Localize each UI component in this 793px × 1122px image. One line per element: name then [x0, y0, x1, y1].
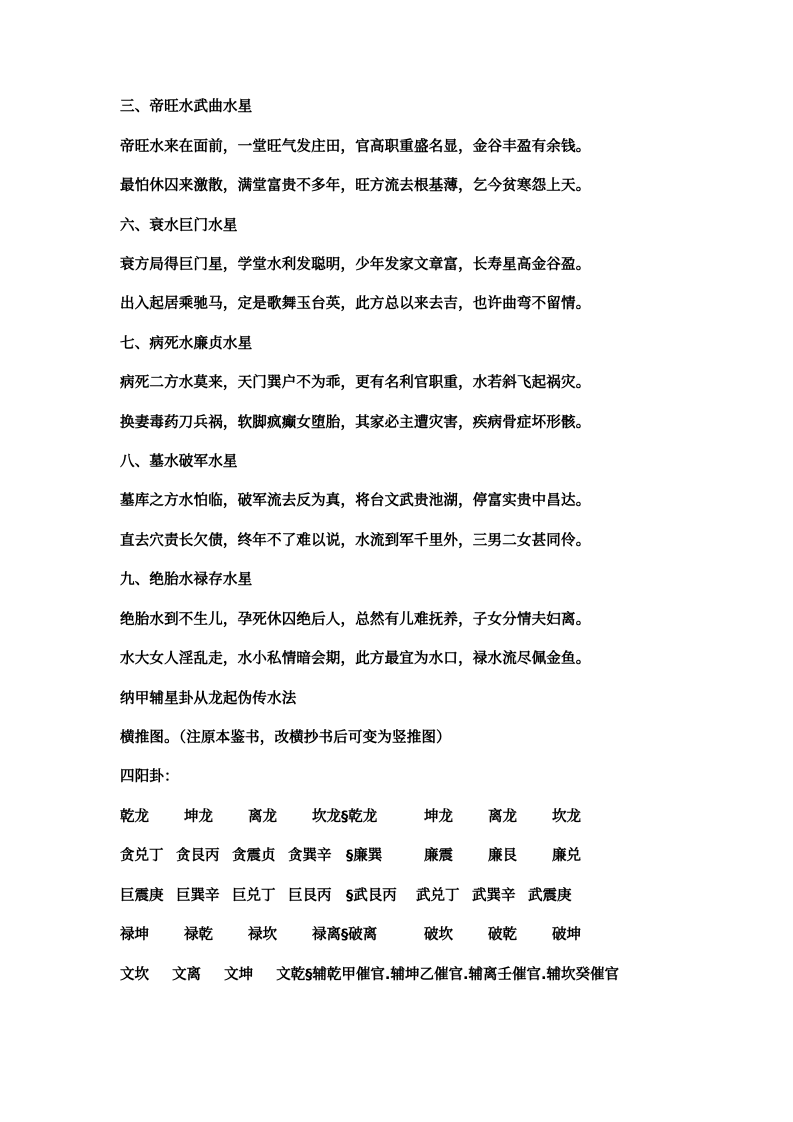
verse-line: 出入起居乘驰马，定是歌舞玉台英，此方总以来去吉，也许曲弯不留情。	[120, 296, 591, 312]
table-cell: 坎龙§乾龙	[312, 809, 378, 825]
table-cell: 廉艮	[488, 848, 517, 864]
table-cell: 禄乾	[184, 927, 213, 943]
heading-6: 六、衰水巨门水星	[120, 218, 238, 234]
table-cell: 贪兑丁	[120, 848, 164, 864]
table-cell: 巨艮丙	[288, 888, 332, 904]
table-cell: 文乾§辅乾甲催官.辅坤乙催官.辅离壬催官.辅坎癸催官	[276, 967, 619, 983]
table-cell: 武震庚	[528, 888, 572, 904]
table-cell: 禄离§破离	[312, 927, 378, 943]
verse-line: 直去穴责长欠债，终年不了难以说，水流到军千里外，三男二女甚同伶。	[120, 533, 591, 549]
verse-line: 病死二方水莫来，天门巽户不为乖，更有名利官职重，水若斜飞起祸灾。	[120, 375, 591, 391]
table-row-last	[120, 965, 680, 985]
verse-line: 最怕休囚来激散，满堂富贵不多年，旺方流去根基薄，乞今贫寒怨上天。	[120, 178, 591, 194]
subheading: 四阳卦：	[120, 769, 179, 785]
table-cell: 廉震	[424, 848, 453, 864]
verse-line: 绝胎水到不生儿，孕死休囚绝后人，总然有儿难抚养，子女分情夫妇离。	[120, 612, 591, 628]
table-cell: 破乾	[488, 927, 517, 943]
verse-line: 帝旺水来在面前，一堂旺气发庄田，官高职重盛名显，金谷丰盈有余钱。	[120, 139, 591, 155]
table-cell: 破坤	[552, 927, 581, 943]
table-cell: 离龙	[248, 809, 277, 825]
table-cell: 禄坤	[120, 927, 149, 943]
table-cell: §廉巽	[346, 848, 383, 864]
table-cell: 文离	[172, 967, 202, 983]
verse-line: 墓库之方水怕临，破军流去反为真，将台文武贵池湖，停富实贵中昌达。	[120, 493, 591, 509]
table-cell: 武巽辛	[472, 888, 516, 904]
heading-3: 三、帝旺水武曲水星	[120, 99, 253, 115]
table-cell: 乾龙	[120, 809, 149, 825]
table-cell: 武兑丁	[416, 888, 460, 904]
table-cell: 文坤	[224, 967, 254, 983]
table-cell: 破坎	[424, 927, 453, 943]
table-cell: 文坎	[120, 967, 149, 983]
table-cell: 巨震庚	[120, 888, 164, 904]
table-cell: §武艮丙	[346, 888, 397, 904]
table-cell: 坤龙	[184, 809, 213, 825]
verse-line: 水大女人淫乱走，水小私情暗会期，此方最宜为水口，禄水流尽佩金鱼。	[120, 651, 591, 667]
heading-8: 八、墓水破军水星	[120, 454, 238, 470]
table-cell: 巨巽辛	[176, 888, 220, 904]
table-cell: 贪震贞	[232, 848, 276, 864]
table-cell: 禄坎	[248, 927, 277, 943]
table-cell: 贪艮丙	[176, 848, 220, 864]
verse-line: 换妻毒药刀兵祸，软脚疯癫女堕胎，其家必主遭灾害，疾病骨症坏形骸。	[120, 415, 591, 431]
section-title: 纳甲辅星卦从龙起伪传水法	[120, 691, 297, 707]
note-line: 横推图。（注原本鉴书，改横抄书后可变为竖推图）	[120, 730, 451, 746]
table-cell: 廉兑	[552, 848, 581, 864]
table-cell: 巨兑丁	[232, 888, 276, 904]
heading-9: 九、绝胎水禄存水星	[120, 572, 253, 588]
table-cell: 坎龙	[552, 809, 581, 825]
verse-line: 衰方局得巨门星，学堂水利发聪明，少年发家文章富，长寿星高金谷盈。	[120, 257, 591, 273]
heading-7: 七、病死水廉贞水星	[120, 336, 253, 352]
table-cell: 贪巽辛	[288, 848, 332, 864]
table-cell: 坤龙	[424, 809, 453, 825]
table-cell: 离龙	[488, 809, 517, 825]
